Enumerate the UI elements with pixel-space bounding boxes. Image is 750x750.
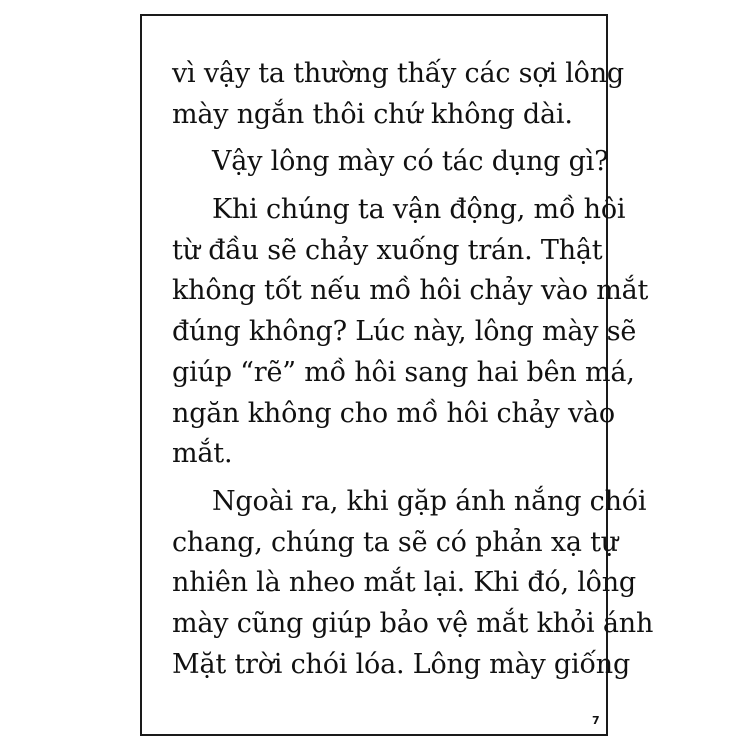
text-line: không tốt nếu mồ hôi chảy vào mắt bbox=[172, 275, 649, 307]
paragraph bbox=[172, 54, 624, 135]
paragraph bbox=[172, 482, 654, 685]
text-line: ngăn không cho mồ hôi chảy vào bbox=[172, 397, 615, 429]
text-line: Ngoài ra, khi gặp ánh nắng chói bbox=[212, 485, 647, 517]
text-line: Mặt trời chói lóa. Lông mày giống bbox=[172, 648, 631, 680]
text-line: từ đầu sẽ chảy xuống trán. Thật bbox=[172, 234, 603, 266]
paragraph bbox=[172, 142, 609, 183]
text-line: Khi chúng ta vận động, mồ hôi bbox=[212, 194, 626, 226]
text-line: mày cũng giúp bảo vệ mắt khỏi ánh bbox=[172, 607, 654, 639]
text-line: Vậy lông mày có tác dụng gì? bbox=[212, 146, 609, 178]
text-line: mày ngắn thôi chứ không dài. bbox=[172, 98, 573, 130]
text-line: nhiên là nheo mắt lại. Khi đó, lông bbox=[172, 567, 636, 599]
text-line: chang, chúng ta sẽ có phản xạ tự bbox=[172, 526, 618, 558]
body-text bbox=[172, 54, 654, 685]
text-line: giúp “rẽ” mồ hôi sang hai bên má, bbox=[172, 356, 635, 388]
text-line: mắt. bbox=[172, 438, 233, 470]
paragraph bbox=[172, 190, 649, 475]
text-line: đúng không? Lúc này, lông mày sẽ bbox=[172, 316, 637, 348]
text-line: vì vậy ta thường thấy các sợi lông bbox=[172, 58, 624, 89]
page-number: 7 bbox=[592, 714, 600, 727]
